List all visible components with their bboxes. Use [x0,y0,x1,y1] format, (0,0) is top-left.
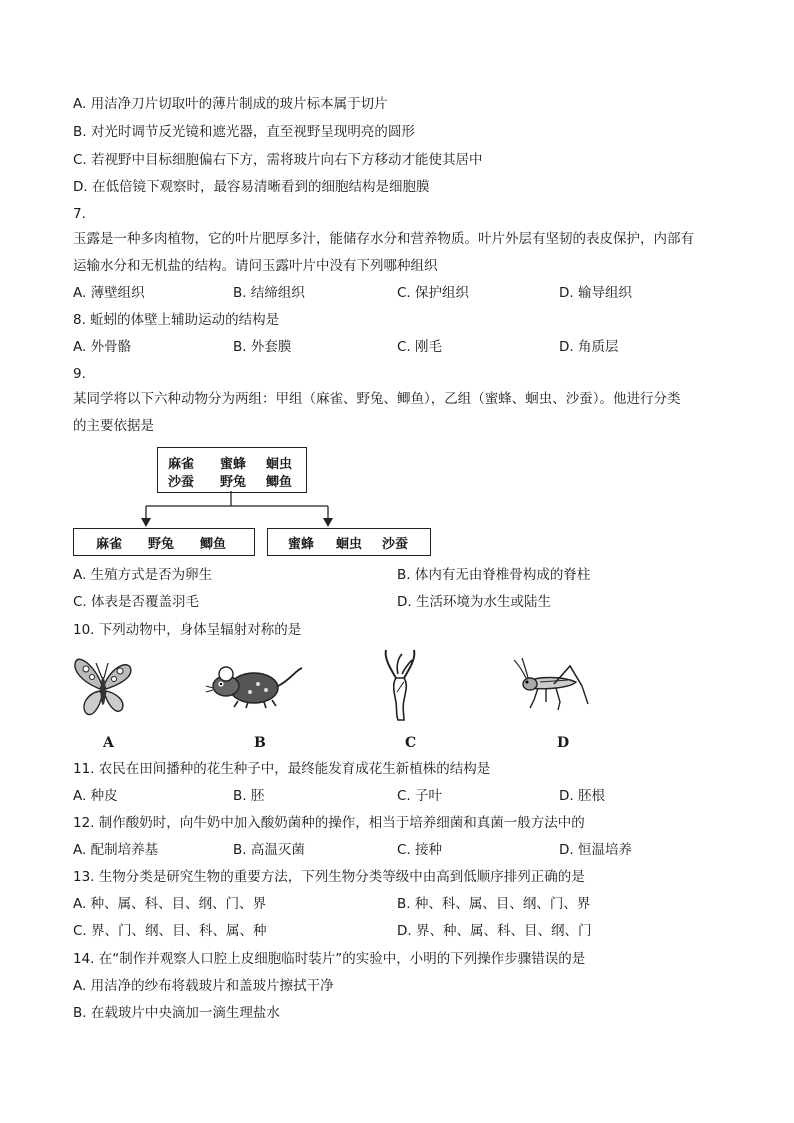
q9-stem-line2: 的主要依据是 [73,418,154,434]
q9-option-b: B. 体内有无由脊椎骨构成的脊柱 [397,567,591,583]
diagram-top-item: 野兔 [220,475,247,490]
q13-option-b: B. 种、科、属、目、纲、门、界 [397,896,591,912]
q7-option-a: A. 薄壁组织 [73,285,145,301]
q14-stem: 14. 在“制作并观察人口腔上皮细胞临时装片”的实验中，小明的下列操作步骤错误的是 [73,951,586,967]
diagram-right-item: 沙蚕 [382,537,409,552]
q11-option-b: B. 胚 [233,788,265,804]
diagram-right-item: 蜜蜂 [288,537,315,552]
q6-option-b: B. 对光时调节反光镜和遮光器，直至视野呈现明亮的圆形 [73,124,415,140]
q7-option-d: D. 输导组织 [559,285,632,301]
q10-label-d: D [557,735,570,751]
diagram-top-item: 蛔虫 [266,457,293,472]
q6-option-c: C. 若视野中目标细胞偏右下方，需将玻片向右下方移动才能使其居中 [73,152,483,168]
q11-stem: 11. 农民在田间播种的花生种子中，最终能发育成花生新植株的结构是 [73,761,491,777]
q13-option-a: A. 种、属、科、目、纲、门、界 [73,896,267,912]
q10-label-c: C [405,735,417,751]
q8-option-a: A. 外骨骼 [73,339,132,355]
q9-number: 9. [73,366,86,382]
q12-option-b: B. 高温灭菌 [233,842,305,858]
q11-option-d: D. 胚根 [559,788,605,804]
diagram-left-item: 麻雀 [96,537,123,552]
q10-label-a: A [103,735,114,751]
diagram-top-item: 沙蚕 [168,475,195,490]
diagram-top-item: 蜜蜂 [220,457,247,472]
diagram-left-box [73,528,255,556]
q12-option-a: A. 配制培养基 [73,842,159,858]
diagram-top-item: 鲫鱼 [266,475,293,490]
q7-option-b: B. 结缔组织 [233,285,305,301]
q12-stem: 12. 制作酸奶时，向牛奶中加入酸奶菌种的操作，相当于培养细菌和真菌一般方法中的 [73,815,585,831]
hydra-icon [380,648,420,724]
q8-option-c: C. 刚毛 [397,339,443,355]
diagram-right-item: 蛔虫 [336,537,363,552]
q11-option-c: C. 子叶 [397,788,443,804]
mouse-icon [204,660,304,710]
q6-option-d: D. 在低倍镜下观察时，最容易清晰看到的细胞结构是细胞膜 [73,179,430,195]
q12-option-d: D. 恒温培养 [559,842,632,858]
q10-label-b: B [254,735,266,751]
diagram-left-item: 野兔 [148,537,175,552]
q8-option-d: D. 角质层 [559,339,619,355]
q9-option-d: D. 生活环境为水生或陆生 [397,594,551,610]
diagram-right-box [267,528,431,556]
grasshopper-icon [510,656,592,714]
q13-option-d: D. 界、种、属、科、目、纲、门 [397,923,592,939]
q13-stem: 13. 生物分类是研究生物的重要方法，下列生物分类等级中由高到低顺序排列正确的是 [73,869,585,885]
diagram-top-item: 麻雀 [168,457,195,472]
diagram-arrows [0,0,794,560]
q14-option-a: A. 用洁净的纱布将载玻片和盖玻片擦拭干净 [73,978,334,994]
q7-stem-line2: 运输水分和无机盐的结构。请问玉露叶片中没有下列哪种组织 [73,258,438,274]
q7-option-c: C. 保护组织 [397,285,470,301]
q14-option-b: B. 在载玻片中央滴加一滴生理盐水 [73,1005,280,1021]
q8-option-b: B. 外套膜 [233,339,292,355]
q10-stem: 10. 下列动物中，身体呈辐射对称的是 [73,622,302,638]
q7-number: 7. [73,206,86,222]
butterfly-icon [72,651,136,723]
q7-stem-line1: 玉露是一种多肉植物，它的叶片肥厚多汁，能储存水分和营养物质。叶片外层有坚韧的表皮保护，内部有 [73,231,694,247]
q11-option-a: A. 种皮 [73,788,118,804]
q12-option-c: C. 接种 [397,842,443,858]
q6-option-a: A. 用洁净刀片切取叶的薄片制成的玻片标本属于切片 [73,96,388,112]
diagram-left-item: 鲫鱼 [200,537,227,552]
q9-stem-line1: 某同学将以下六种动物分为两组：甲组（麻雀、野兔、鲫鱼），乙组（蜜蜂、蛔虫、沙蚕）。他进行分类 [73,391,681,407]
q9-option-a: A. 生殖方式是否为卵生 [73,567,213,583]
q8-stem: 8. 蚯蚓的体壁上辅助运动的结构是 [73,312,280,328]
q13-option-c: C. 界、门、纲、目、科、属、种 [73,923,267,939]
q9-option-c: C. 体表是否覆盖羽毛 [73,594,200,610]
